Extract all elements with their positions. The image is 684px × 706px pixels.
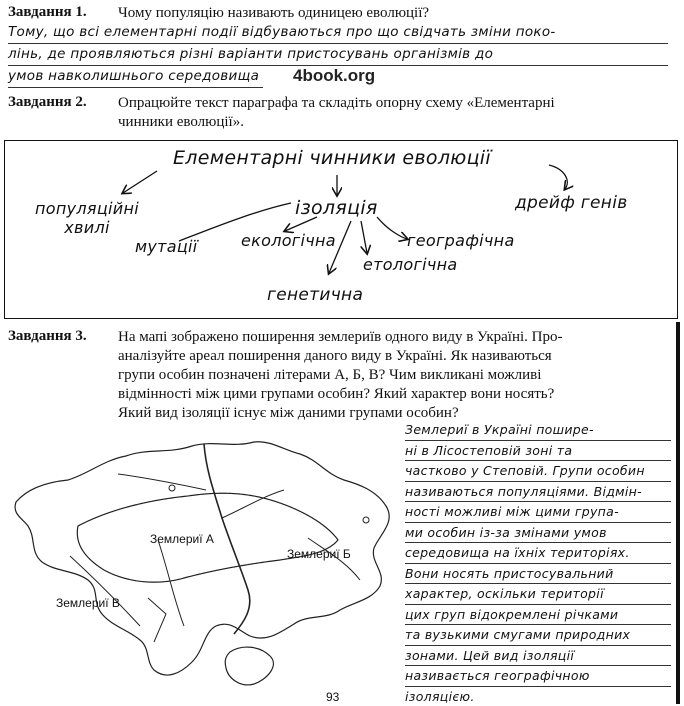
task3-answer-line: та вузькими смугами природних [405,625,671,646]
map-river-desna [222,490,284,518]
task3-answer-line: ми особин із-за змінами умов [405,523,671,544]
task3-answer [405,420,671,706]
task2-label: Завдання 2. [8,94,87,111]
arrow-to-ethological [361,221,367,253]
scheme-box [4,140,678,319]
arrow-to-ecological [285,217,317,231]
task1-question: Чому популяцію називають одиницею еволюції? [118,4,429,23]
map-city-dot [363,517,369,523]
map-pointer-v [148,598,166,642]
task3-answer-line: частково у Степовій. Групи особин [405,461,671,482]
map-crimea [225,647,273,685]
task3-question [118,328,674,423]
task1-answer-line: умов навколишнього середовища [8,66,263,88]
task3-question-line: Який вид ізоляції існує між даними групами особин? [118,404,674,423]
scheme-ethological: етологічна [363,255,458,274]
arrow-to-drift [549,165,567,189]
task3-answer-line: ізоляцією. [405,687,671,706]
arrow-to-waves [123,171,157,193]
map-river-dnister [70,556,140,626]
task1-label: Завдання 1. [8,4,87,21]
scheme-ecological: екологічна [241,231,336,250]
scheme-title: Елементарні чинники еволюції [173,147,491,169]
map-label-b: Землериї Б [287,547,351,561]
map-river-pivdennyi-buh [158,540,184,626]
task3-question-line: На мапі зображено поширення землериїв одного виду в Україні. Про- [118,328,674,347]
arrow-to-geographic [377,217,407,239]
map-river-prypiat [118,474,206,490]
task1-answer-line: Тому, що всі елементарні події відбуваються про що свідчать зміни поко- [8,22,668,44]
scheme-isolation: ізоляція [295,197,378,219]
map-label-a: Землериї А [150,532,214,546]
page-number: 93 [326,690,339,704]
task2-question [118,94,678,132]
task3-answer-line: ні в Лісостеповій зоні та [405,441,671,462]
map-label-v: Землериї В [56,596,120,610]
task3-answer-line: характер, оскільки території [405,584,671,605]
scheme-populational-waves [27,199,147,237]
task3-question-line: групи особин позначені літерами А, Б, В? Чим викликані можливі [118,366,674,385]
scheme-geographic: географічна [407,231,515,250]
scheme-mutations: мутації [135,237,198,256]
task3-question-line: відмінності між цими групами особин? Який характер вони носять? [118,385,674,404]
task2-question-line: Опрацюйте текст параграфа та складіть опорну схему «Елементарні [118,94,678,113]
scheme-genetic: генетична [267,285,363,305]
task3-answer-line: Землериї в Україні пошире- [405,420,671,441]
watermark: 4book.org [293,66,375,86]
page-edge-bar [676,322,680,704]
task3-answer-line: називаються популяціями. Відмін- [405,482,671,503]
task3-answer-line: називається географічною [405,666,671,687]
waves-line: популяційні [27,199,147,218]
ukraine-map [8,430,400,692]
task3-answer-line: ності можливі між цими група- [405,502,671,523]
scheme-gene-drift: дрейф генів [515,193,628,213]
task3-answer-line: зонами. Цей вид ізоляції [405,646,671,667]
task2-question-line: чинники еволюції». [118,113,678,132]
task3-answer-line: середовища на їхніх територіях. [405,543,671,564]
task3-answer-line: Вони носять пристосувальний [405,564,671,585]
task3-question-line: аналізуйте ареал поширення даного виду в Україні. Як називаються [118,347,674,366]
task3-answer-line: цих груп відокремлені річками [405,605,671,626]
map-city-dot [169,485,175,491]
waves-line: хвилі [27,218,147,237]
task3-label: Завдання 3. [8,328,87,345]
task1-answer-line: лінь, де проявляються різні варіанти пристосувань організмів до [8,44,668,66]
